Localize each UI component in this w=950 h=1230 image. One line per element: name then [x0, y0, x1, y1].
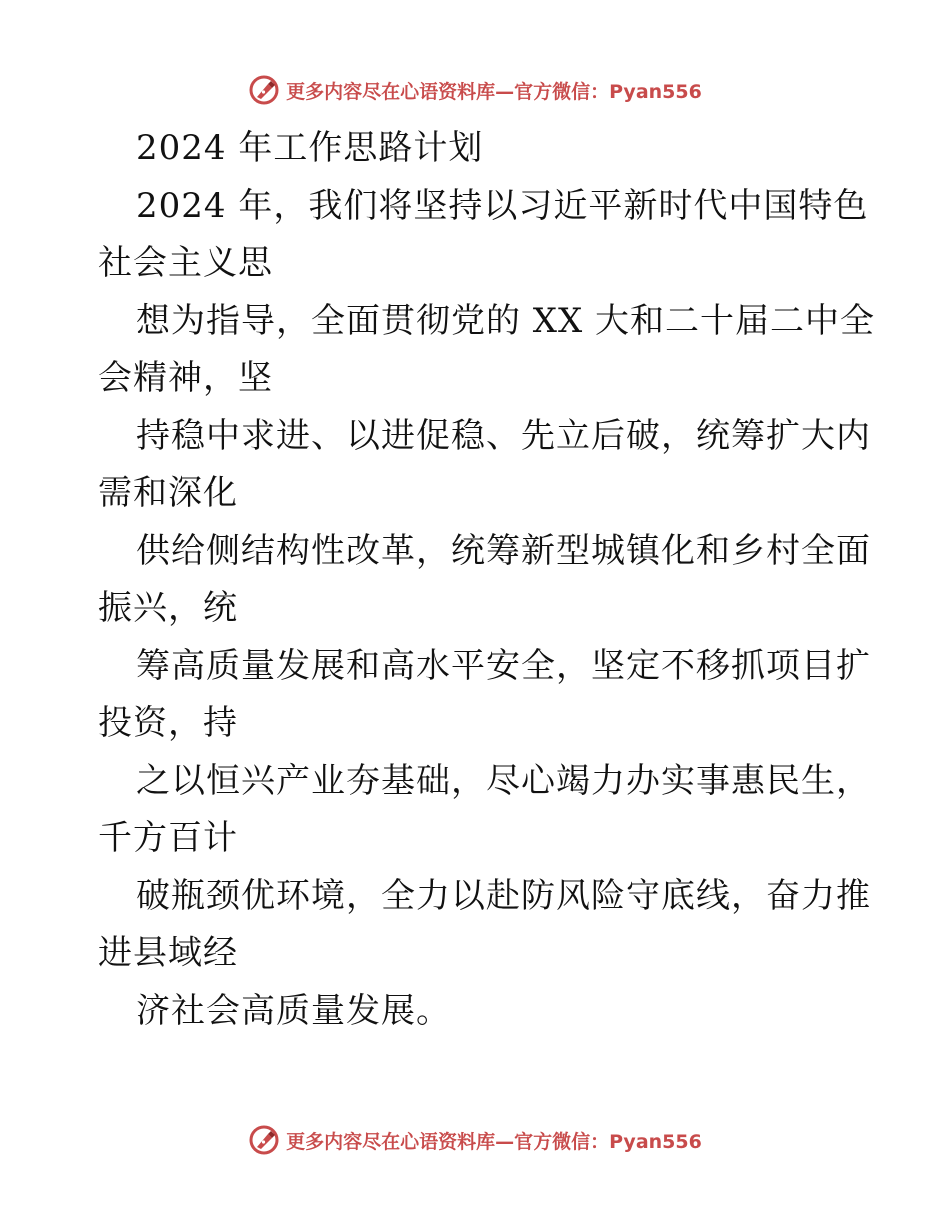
paragraph-line: 千方百计: [98, 818, 238, 858]
watermark-text: 更多内容尽在心语资料库—官方微信：Pyan556: [286, 1130, 702, 1153]
pen-nib-circle-icon: [248, 74, 280, 106]
paragraph-line: 之以恒兴产业夯基础，尽心竭力办实事惠民生，: [136, 760, 871, 801]
header-watermark-content: [248, 74, 702, 106]
header-watermark: [0, 70, 950, 110]
paragraph-line: 振兴，统: [98, 588, 238, 628]
document-body: [98, 120, 876, 1040]
footer-watermark-content: [248, 1124, 702, 1156]
paragraph-line: 济社会高质量发展。: [136, 990, 451, 1031]
document-title: 2024 年工作思路计划: [136, 128, 484, 168]
paragraph-line: 筹高质量发展和高水平安全，坚定不移抓项目扩: [136, 645, 871, 686]
paragraph-line: 需和深化: [98, 473, 238, 513]
paragraph-line: 想为指导，全面贯彻党的 XX 大和二十届二中全: [136, 300, 876, 341]
footer-watermark: [0, 1120, 950, 1160]
paragraph-line: 会精神，坚: [98, 358, 273, 398]
pen-nib-circle-icon: [248, 1124, 280, 1156]
paragraph-line: 进县域经: [98, 933, 238, 973]
paragraph-line: 破瓶颈优环境，全力以赴防风险守底线，奋力推: [136, 875, 871, 916]
paragraph-line: 供给侧结构性改革，统筹新型城镇化和乡村全面: [136, 530, 871, 571]
watermark-text: 更多内容尽在心语资料库—官方微信：Pyan556: [286, 80, 702, 103]
paragraph-line: 社会主义思: [98, 243, 273, 283]
paragraph-line: 2024 年，我们将坚持以习近平新时代中国特色: [136, 185, 869, 226]
paragraph-line: 投资，持: [98, 703, 238, 743]
paragraph-line: 持稳中求进、以进促稳、先立后破，统筹扩大内: [136, 415, 871, 456]
